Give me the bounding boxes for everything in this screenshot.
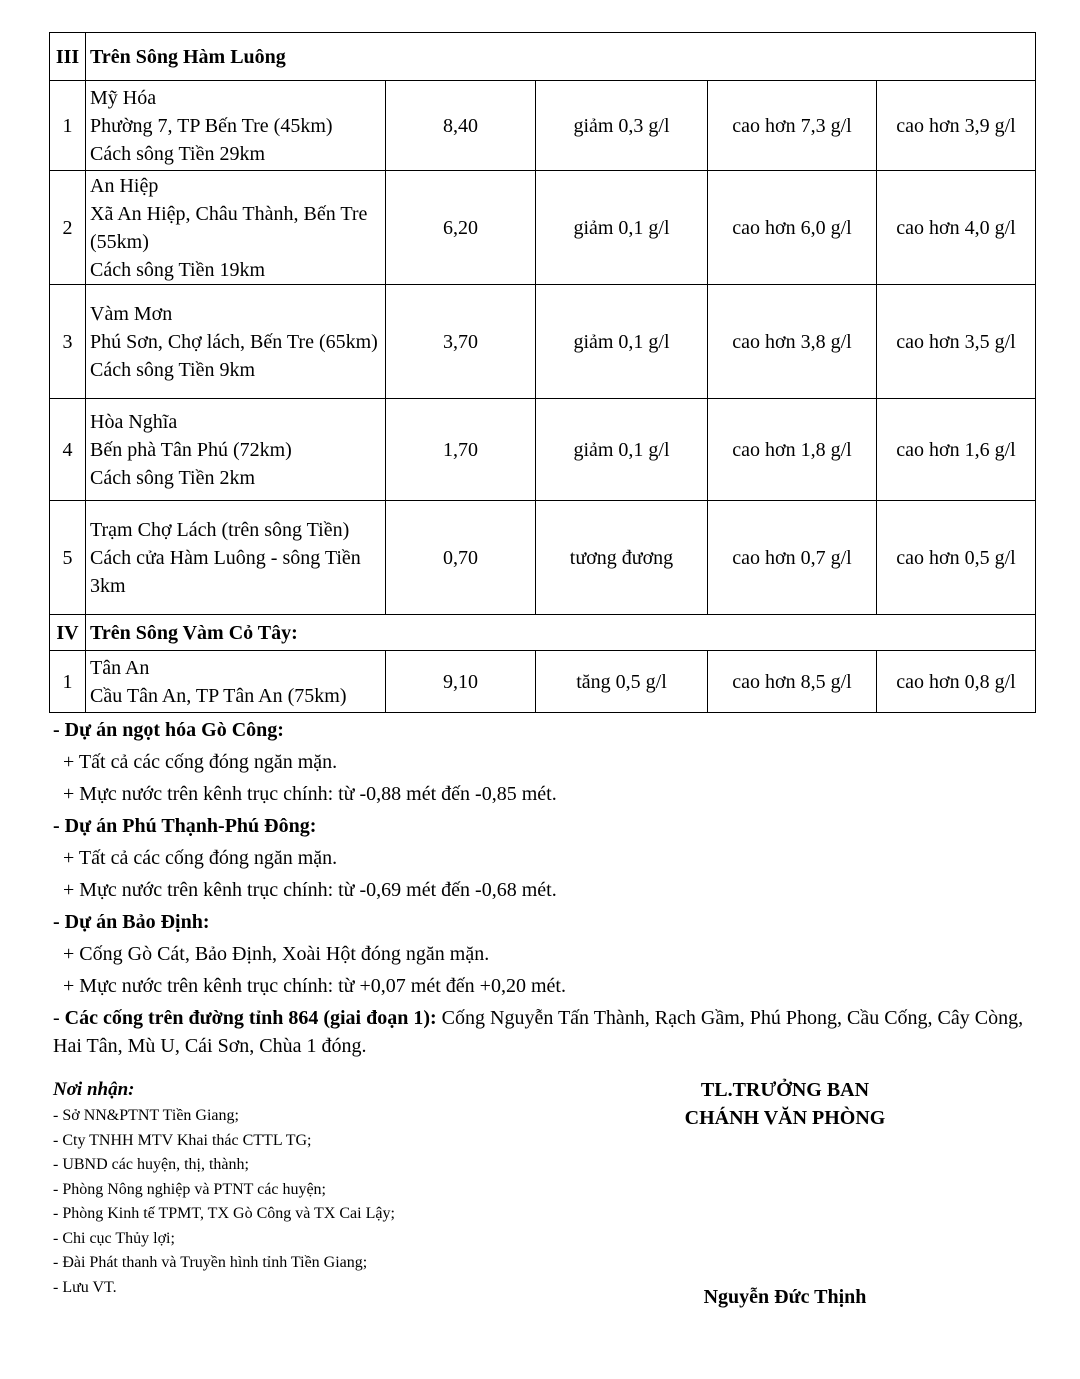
section-title: Trên Sông Hàm Luông [86, 33, 1036, 81]
project-item: + Mực nước trên kênh trục chính: từ +0,07 mét đến +0,20 mét. [63, 975, 566, 997]
comparison-1: cao hơn 6,0 g/l [708, 171, 877, 285]
recipient-item: - Lưu VT. [53, 1278, 117, 1296]
location-line: Hòa Nghĩa [90, 410, 178, 433]
table-row [50, 501, 1036, 615]
road-864-title: Các cống trên đường tỉnh 864 (giai đoạn 1): [64, 1007, 437, 1029]
section-title: Trên Sông Vàm Cỏ Tây: [86, 615, 1036, 651]
salinity-value: 9,10 [386, 651, 536, 713]
row-number: 1 [50, 651, 86, 713]
comparison-1: cao hơn 1,8 g/l [708, 399, 877, 501]
location-line: Cách sông Tiền 9km [90, 358, 256, 381]
salinity-change: giảm 0,1 g/l [536, 285, 708, 399]
road-864-text: Cống Nguyễn Tấn Thành, Rạch Gầm, Phú Phong, Cầu Cống, Cây Còng, Hai Tân, Mù U, Cái Sơn, Chùa 1 đóng. [53, 1007, 1024, 1057]
section-number: IV [50, 615, 86, 651]
recipient-item: - Phòng Kinh tế TPMT, TX Gò Công và TX Cai Lậy; [53, 1205, 395, 1222]
comparison-2: cao hơn 3,9 g/l [877, 81, 1036, 171]
comparison-1: cao hơn 0,7 g/l [708, 501, 877, 615]
signer-name: Nguyễn Đức Thịnh [703, 1286, 867, 1308]
station-location [86, 81, 386, 171]
road-864-paragraph: - Các cống trên đường tỉnh 864 (giai đoạn 1): Cống Nguyễn Tấn Thành, Rạch Gầm, Phú Phong, Cầu Cống, Cây Còng, Hai Tân, Mù U, Cái Sơn, Chùa 1 đóng. [53, 1007, 1024, 1057]
station-location [86, 399, 386, 501]
table-row [50, 81, 1036, 171]
salinity-change: giảm 0,1 g/l [536, 399, 708, 501]
salinity-table [49, 32, 1036, 713]
signature-block [640, 1076, 930, 1132]
project-item: + Tất cả các cống đóng ngăn mặn. [63, 751, 338, 773]
section-row [50, 615, 1036, 651]
station-location [86, 285, 386, 399]
location-line: Phường 7, TP Bến Tre (45km) [90, 114, 333, 137]
comparison-1: cao hơn 3,8 g/l [708, 285, 877, 399]
row-number: 5 [50, 501, 86, 615]
comparison-2: cao hơn 4,0 g/l [877, 171, 1036, 285]
salinity-value: 8,40 [386, 81, 536, 171]
comparison-1: cao hơn 7,3 g/l [708, 81, 877, 171]
comparison-2: cao hơn 3,5 g/l [877, 285, 1036, 399]
table-row [50, 399, 1036, 501]
project-title: - Dự án Bảo Định: [53, 911, 210, 933]
row-number: 4 [50, 399, 86, 501]
station-location [86, 171, 386, 285]
project-item: + Mực nước trên kênh trục chính: từ -0,69 mét đến -0,68 mét. [63, 879, 557, 901]
section-row [50, 33, 1036, 81]
location-line: Cách sông Tiền 19km [90, 258, 266, 281]
row-number: 3 [50, 285, 86, 399]
project-item: + Cống Gò Cát, Bảo Định, Xoài Hột đóng ngăn mặn. [63, 943, 490, 965]
row-number: 2 [50, 171, 86, 285]
recipients-block [53, 1076, 653, 1300]
location-line: Mỹ Hóa [90, 86, 157, 109]
station-location [86, 501, 386, 615]
recipient-item: - UBND các huyện, thị, thành; [53, 1156, 249, 1173]
salinity-value: 6,20 [386, 171, 536, 285]
location-line: Bến phà Tân Phú (72km) [90, 438, 292, 461]
location-line: Cách cửa Hàm Luông - sông Tiền 3km [90, 546, 361, 597]
salinity-change: giảm 0,1 g/l [536, 171, 708, 285]
location-line: Tân An [90, 656, 150, 679]
salinity-change: tăng 0,5 g/l [536, 651, 708, 713]
signature-line-2: CHÁNH VĂN PHÒNG [684, 1107, 886, 1129]
location-line: Trạm Chợ Lách (trên sông Tiền) [90, 518, 350, 541]
project-item: + Tất cả các cống đóng ngăn mặn. [63, 847, 338, 869]
salinity-change: tương đương [536, 501, 708, 615]
table-row [50, 171, 1036, 285]
recipient-item: - Phòng Nông nghiệp và PTNT các huyện; [53, 1180, 326, 1198]
location-line: An Hiệp [90, 174, 159, 197]
table-row [50, 285, 1036, 399]
project-title: - Dự án ngọt hóa Gò Công: [53, 719, 284, 741]
project-item: + Mực nước trên kênh trục chính: từ -0,88 mét đến -0,85 mét. [63, 783, 557, 805]
recipients-title: Nơi nhận: [53, 1079, 135, 1100]
station-location [86, 651, 386, 713]
location-line: Phú Sơn, Chợ lách, Bến Tre (65km) [90, 330, 378, 353]
project-title: - Dự án Phú Thạnh-Phú Đông: [53, 815, 317, 837]
project-notes [53, 714, 1043, 1060]
table-row [50, 651, 1036, 713]
comparison-1: cao hơn 8,5 g/l [708, 651, 877, 713]
section-number: III [50, 33, 86, 81]
recipient-item: - Đài Phát thanh và Truyền hình tỉnh Tiền Giang; [53, 1254, 368, 1271]
recipient-item: - Sở NN&PTNT Tiền Giang; [53, 1107, 239, 1124]
location-line: Xã An Hiệp, Châu Thành, Bến Tre (55km) [90, 202, 368, 253]
salinity-change: giảm 0,3 g/l [536, 81, 708, 171]
salinity-value: 0,70 [386, 501, 536, 615]
row-number: 1 [50, 81, 86, 171]
location-line: Cầu Tân An, TP Tân An (75km) [90, 684, 347, 707]
location-line: Vàm Mơn [90, 302, 173, 325]
location-line: Cách sông Tiền 29km [90, 142, 266, 165]
location-line: Cách sông Tiền 2km [90, 466, 256, 489]
signature-line-1: TL.TRƯỞNG BAN [700, 1079, 870, 1101]
comparison-2: cao hơn 0,5 g/l [877, 501, 1036, 615]
comparison-2: cao hơn 0,8 g/l [877, 651, 1036, 713]
recipient-item: - Cty TNHH MTV Khai thác CTTL TG; [53, 1131, 312, 1149]
salinity-value: 3,70 [386, 285, 536, 399]
comparison-2: cao hơn 1,6 g/l [877, 399, 1036, 501]
salinity-value: 1,70 [386, 399, 536, 501]
recipient-item: - Chi cục Thủy lợi; [53, 1229, 175, 1247]
